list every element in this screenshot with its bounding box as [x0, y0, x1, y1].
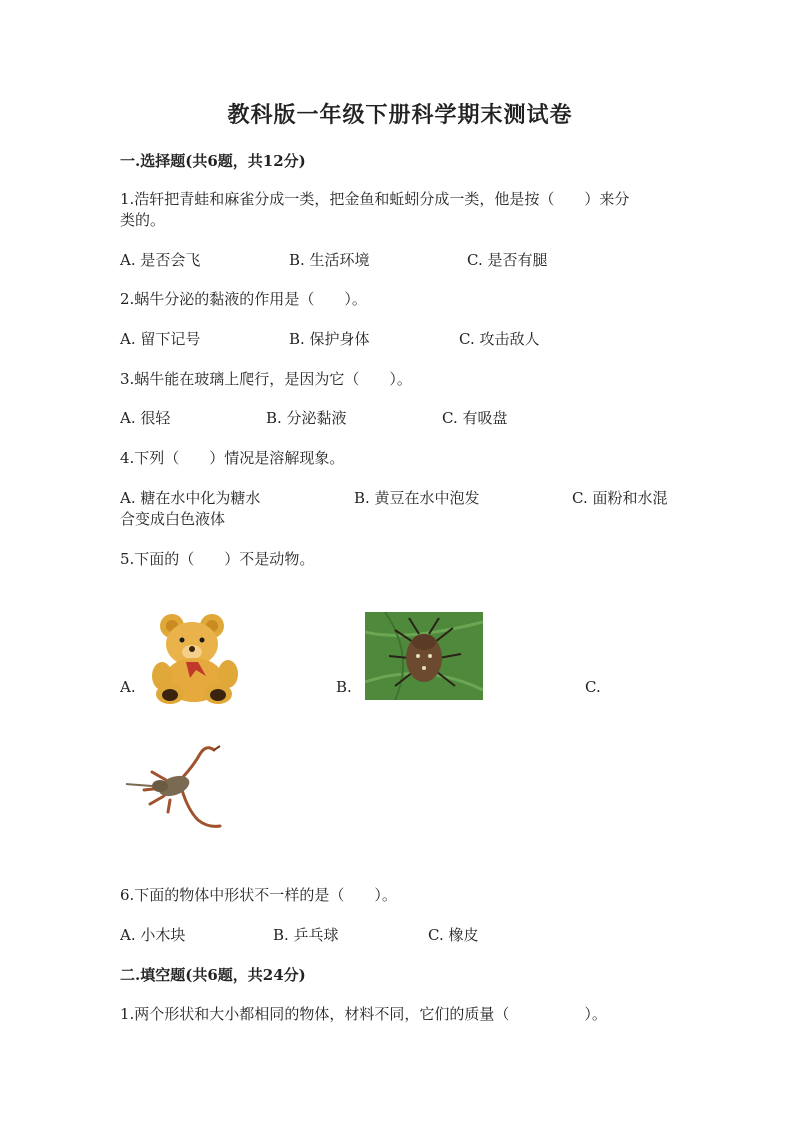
q4-option-b: B. 黄豆在水中泡发 [354, 489, 480, 507]
fill-question-1: 1.两个形状和大小都相同的物体，材料不同，它们的质量（ ）。 [120, 1005, 607, 1023]
q4-option-c-continued: 合变成白色液体 [120, 510, 226, 528]
q1-option-b: B. 生活环境 [289, 251, 370, 269]
section-heading-fill: 二.填空题(共6题，共24分) [120, 966, 306, 984]
question-6: 6.下面的物体中形状不一样的是（ ）。 [120, 886, 397, 904]
question-4: 4.下列（ ）情况是溶解现象。 [120, 449, 345, 467]
q5-option-c: C. [585, 678, 601, 696]
question-1-line1: 1.浩轩把青蛙和麻雀分成一类，把金鱼和蚯蚓分成一类，他是按（ ）来分 [120, 190, 630, 208]
scorpion-image [122, 740, 226, 834]
q6-option-b: B. 乒乓球 [273, 926, 339, 944]
q2-option-c: C. 攻击敌人 [459, 330, 540, 348]
q3-option-b: B. 分泌黏液 [266, 409, 347, 427]
q5-option-a: A. [120, 678, 136, 696]
q2-option-a: A. 留下记号 [120, 330, 201, 348]
q4-option-c: C. 面粉和水混 [572, 489, 668, 507]
q6-option-a: A. 小木块 [120, 926, 186, 944]
q1-option-c: C. 是否有腿 [467, 251, 548, 269]
q6-option-c: C. 橡皮 [428, 926, 479, 944]
stink-bug-image [365, 612, 483, 700]
q1-option-a: A. 是否会飞 [120, 251, 201, 269]
q3-option-c: C. 有吸盘 [442, 409, 508, 427]
question-1-line2: 类的。 [120, 211, 166, 229]
q4-option-a: A. 糖在水中化为糖水 [120, 489, 261, 507]
q5-option-b: B. [336, 678, 352, 696]
question-2: 2.蜗牛分泌的黏液的作用是（ ）。 [120, 290, 367, 308]
question-3: 3.蜗牛能在玻璃上爬行，是因为它（ ）。 [120, 370, 412, 388]
teddy-bear-image [150, 612, 240, 704]
section-heading-choice: 一.选择题(共6题，共12分) [120, 152, 306, 170]
question-5: 5.下面的（ ）不是动物。 [120, 550, 315, 568]
q3-option-a: A. 很轻 [120, 409, 171, 427]
page-title: 教科版一年级下册科学期末测试卷 [227, 102, 573, 128]
q2-option-b: B. 保护身体 [289, 330, 370, 348]
